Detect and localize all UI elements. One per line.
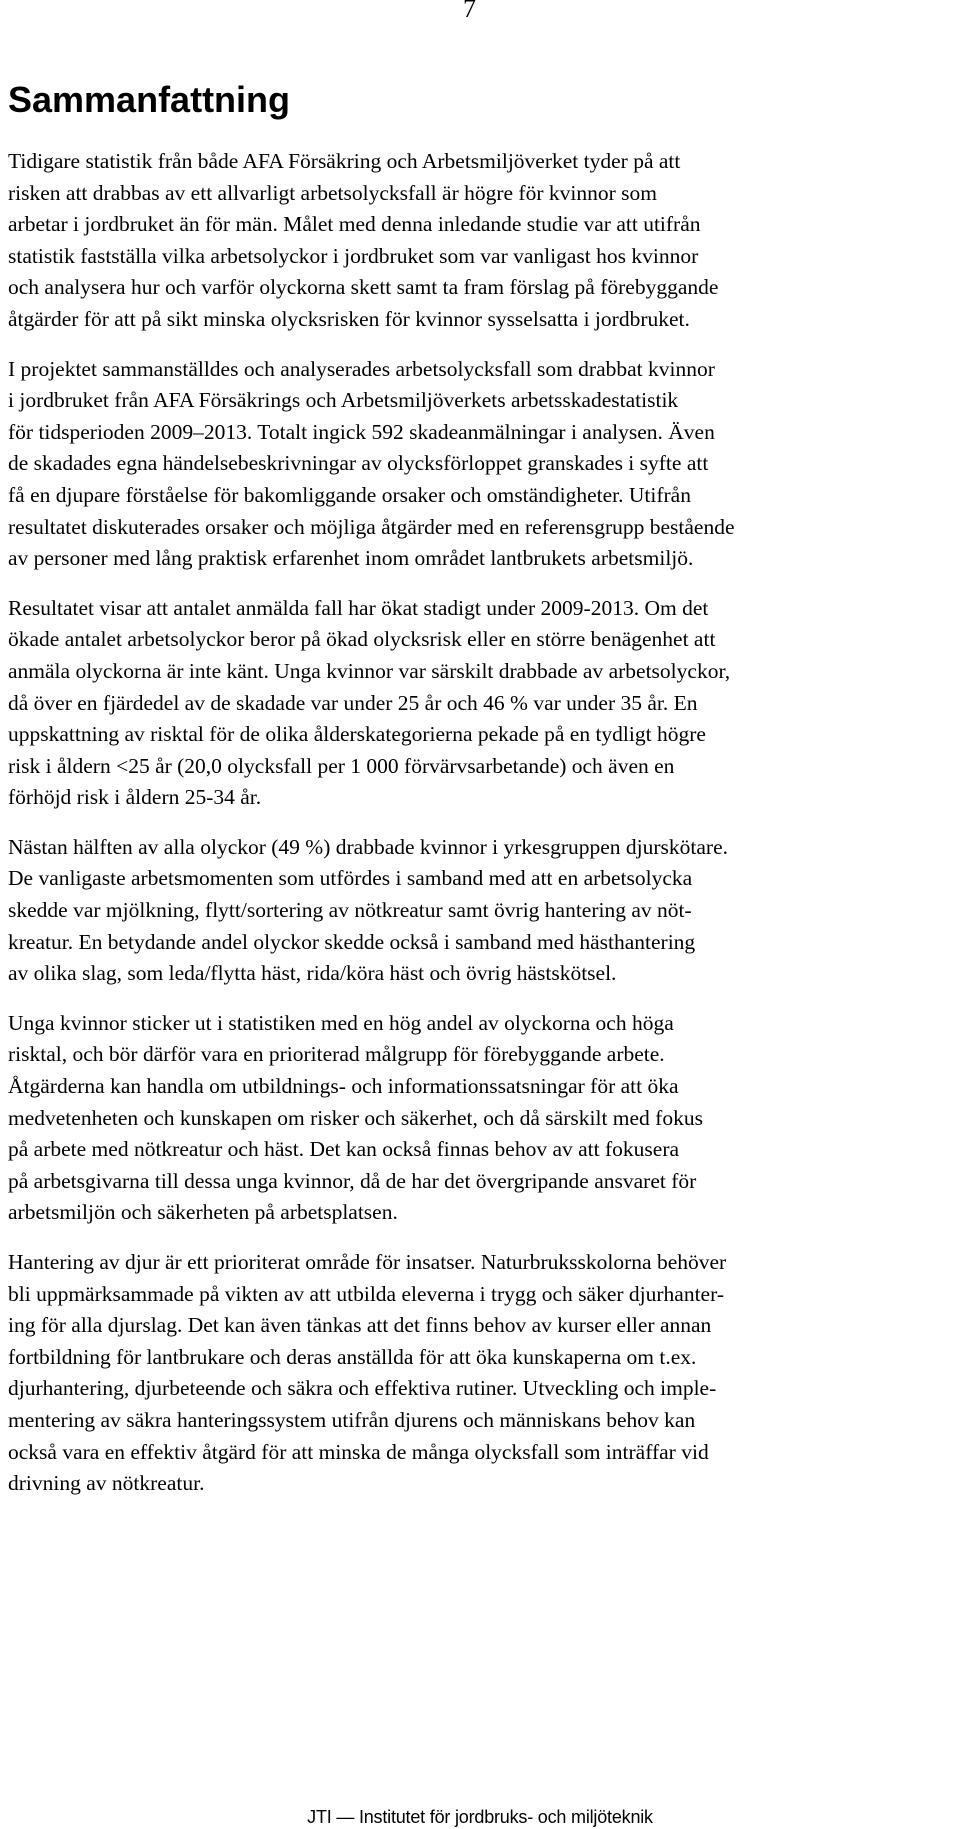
- text-line: ökade antalet arbetsolyckor beror på ökad olycksrisk eller en större benägenhet att: [8, 627, 716, 652]
- text-line: av personer med lång praktisk erfarenhet inom området lantbrukets arbetsmiljö.: [8, 546, 694, 571]
- page-footer: JTI — Institutet för jordbruks- och miljöteknik: [307, 1807, 653, 1827]
- text-line: Nästan hälften av alla olyckor (49 %) drabbade kvinnor i yrkesgruppen djurskötare.: [8, 834, 729, 859]
- text-line: statistik fastställa vilka arbetsolyckor i jordbruket som var vanligast hos kvinnor: [8, 243, 699, 268]
- text-line: fortbildning för lantbrukare och deras anställda för att öka kunskaperna om t.ex.: [8, 1344, 697, 1369]
- text-line: Unga kvinnor sticker ut i statistiken med en hög andel av olyckorna och höga: [8, 1010, 674, 1035]
- text-line: drivning av nötkreatur.: [8, 1471, 205, 1496]
- paragraph: [8, 1008, 948, 1229]
- text-line: också vara en effektiv åtgärd för att minska de många olycksfall som inträffar vid: [8, 1439, 709, 1464]
- paragraph: [8, 354, 948, 575]
- text-line: på arbetsgivarna till dessa unga kvinnor, då de har det övergripande ansvaret för: [8, 1168, 697, 1193]
- page-number: 7: [463, 0, 476, 23]
- text-line: de skadades egna händelsebeskrivningar av olycksförloppet granskades i syfte att: [8, 451, 709, 476]
- text-line: I projektet sammanställdes och analyserades arbetsolycksfall som drabbat kvinnor: [8, 356, 715, 381]
- text-line: risken att drabbas av ett allvarligt arbetsolycksfall är högre för kvinnor som: [8, 180, 657, 205]
- paragraph: [8, 832, 948, 990]
- text-line: bli uppmärksammade på vikten av att utbilda eleverna i trygg och säker djurhanter-: [8, 1281, 724, 1306]
- text-line: få en djupare förståelse för bakomliggande orsaker och omständigheter. Utifrån: [8, 482, 691, 507]
- text-line: djurhantering, djurbeteende och säkra och effektiva rutiner. Utveckling och imple-: [8, 1376, 717, 1401]
- page-title: Sammanfattning: [8, 79, 291, 120]
- text-line: och analysera hur och varför olyckorna skett samt ta fram förslag på förebyggande: [8, 275, 719, 300]
- text-line: kreatur. En betydande andel olyckor skedde också i samband med hästhantering: [8, 929, 696, 954]
- text-line: anmäla olyckorna är inte känt. Unga kvinnor var särskilt drabbade av arbetsolyckor,: [8, 658, 731, 683]
- text-line: resultatet diskuterades orsaker och möjliga åtgärder med en referensgrupp bestående: [8, 514, 735, 539]
- text-line: Hantering av djur är ett prioriterat område för insatser. Naturbruksskolorna behöver: [8, 1250, 727, 1274]
- text-line: i jordbruket från AFA Försäkrings och Arbetsmiljöverkets arbetsskadestatistik: [8, 388, 679, 413]
- text-line: risk i åldern <25 år (20,0 olycksfall per 1 000 förvärvsarbetande) och även en: [8, 753, 675, 778]
- text-line: av olika slag, som leda/flytta häst, rida/köra häst och övrig hästskötsel.: [8, 961, 617, 986]
- text-line: medvetenheten och kunskapen om risker och säkerhet, och då särskilt med fokus: [8, 1105, 703, 1130]
- text-line: arbetar i jordbruket än för män. Målet med denna inledande studie var att utifrån: [8, 212, 701, 237]
- text-line: risktal, och bör därför vara en prioriterad målgrupp för förebyggande arbete.: [8, 1042, 665, 1067]
- text-line: åtgärder för att på sikt minska olycksrisken för kvinnor sysselsatta i jordbruket.: [8, 306, 690, 331]
- paragraph: [8, 1247, 948, 1500]
- text-line: uppskattning av risktal för de olika ålderskategorierna pekade på en tydligt högre: [8, 722, 706, 747]
- text-line: skedde var mjölkning, flytt/sortering av nötkreatur samt övrig hantering av nöt-: [8, 898, 692, 923]
- text-line: Åtgärderna kan handla om utbildnings- och informationssatsningar för att öka: [8, 1074, 679, 1099]
- summary-body: [8, 146, 948, 1518]
- text-line: på arbete med nötkreatur och häst. Det kan också finnas behov av att fokusera: [8, 1137, 680, 1162]
- text-line: ing för alla djurslag. Det kan även tänkas att det finns behov av kurser eller annan: [8, 1313, 712, 1338]
- text-line: Resultatet visar att antalet anmälda fall har ökat stadigt under 2009-2013. Om det: [8, 595, 709, 620]
- text-line: mentering av säkra hanteringssystem utifrån djurens och människans behov kan: [8, 1407, 696, 1432]
- text-line: för tidsperioden 2009–2013. Totalt ingick 592 skadeanmälningar i analysen. Även: [8, 419, 715, 444]
- text-line: då över en fjärdedel av de skadade var under 25 år och 46 % var under 35 år. En: [8, 690, 698, 715]
- paragraph: [8, 593, 948, 814]
- text-line: arbetsmiljön och säkerheten på arbetsplatsen.: [8, 1200, 398, 1225]
- text-line: De vanligaste arbetsmomenten som utfördes i samband med att en arbetsolycka: [8, 866, 693, 891]
- text-line: Tidigare statistik från både AFA Försäkring och Arbetsmiljöverket tyder på att: [8, 149, 681, 173]
- paragraph: [8, 146, 948, 336]
- text-line: förhöjd risk i åldern 25-34 år.: [8, 785, 262, 810]
